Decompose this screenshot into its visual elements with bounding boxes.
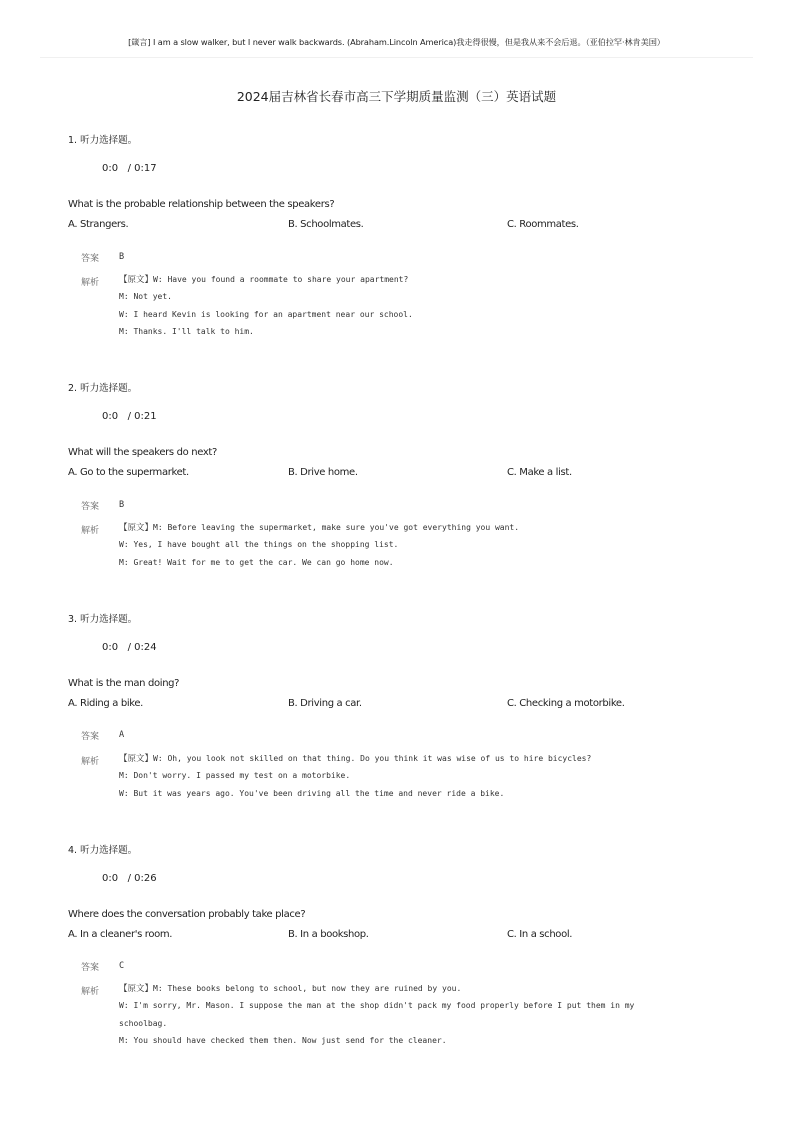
- option-b: B. Drive home.: [288, 467, 358, 478]
- question-number: 4. 听力选择题。: [68, 845, 138, 856]
- script-line: W: Have you found a roommate to share your apartment?: [153, 275, 409, 284]
- question-number: 3. 听力选择题。: [68, 614, 138, 625]
- analysis-label: 解析: [81, 757, 100, 767]
- option-a: A. Go to the supermarket.: [68, 467, 189, 478]
- script-line: M: Thanks. I'll talk to him.: [119, 326, 254, 336]
- original-tag: 【原文】: [119, 523, 154, 533]
- option-c: C. Roommates.: [507, 219, 579, 230]
- script-line: M: Don't worry. I passed my test on a motorbike.: [119, 771, 351, 781]
- script-line: schoolbag.: [119, 1018, 168, 1028]
- original-tag: 【原文】: [119, 754, 154, 764]
- analysis-label: 解析: [81, 526, 100, 536]
- option-c: C. Checking a motorbike.: [507, 698, 625, 709]
- question-stem: What will the speakers do next?: [68, 447, 217, 458]
- script-line: M: Great! Wait for me to get the car. We can go home now.: [119, 557, 394, 567]
- answer-label: 答案: [81, 502, 100, 512]
- option-b: B. In a bookshop.: [288, 929, 369, 940]
- answer-value: C: [119, 961, 125, 971]
- answer-label: 答案: [81, 254, 100, 264]
- option-b: B. Schoolmates.: [288, 219, 364, 230]
- analysis-text: [119, 980, 679, 1049]
- original-tag: 【原文】: [119, 275, 154, 285]
- option-a: A. Strangers.: [68, 219, 129, 230]
- analysis-label: 解析: [81, 987, 100, 997]
- script-line: W: Oh, you look not skilled on that thing. Do you think it was wise of us to hire bicycles?: [153, 754, 592, 763]
- script-line: M: Before leaving the supermarket, make sure you've got everything you want.: [153, 523, 520, 532]
- script-line: W: I heard Kevin is looking for an apartment near our school.: [119, 309, 413, 319]
- analysis-label: 解析: [81, 278, 100, 288]
- header-motto: [箴言] I am a slow walker, but I never walk backwards. (Abraham.Lincoln America)我走得很慢，但是我从来不会后退。（亚伯拉罕·林肯美国）: [128, 37, 665, 47]
- audio-player-time[interactable]: 0:0 / 0:24: [102, 642, 157, 653]
- answer-label: 答案: [81, 963, 100, 973]
- script-line: W: I'm sorry, Mr. Mason. I suppose the man at the shop didn't pack my food properly before I put them in my: [119, 1001, 635, 1011]
- question-stem: Where does the conversation probably take place?: [68, 909, 306, 920]
- script-line: M: These books belong to school, but now they are ruined by you.: [153, 984, 462, 993]
- script-line: M: Not yet.: [119, 292, 172, 302]
- audio-player-time[interactable]: 0:0 / 0:21: [102, 411, 157, 422]
- page-title: 2024届吉林省长春市高三下学期质量监测（三）英语试题: [236, 89, 557, 104]
- analysis-text: [119, 519, 679, 571]
- script-line: M: You should have checked them then. Now just send for the cleaner.: [119, 1035, 447, 1045]
- header-divider: [40, 57, 753, 58]
- question-number: 1. 听力选择题。: [68, 135, 138, 146]
- answer-value: B: [119, 252, 125, 262]
- question-number: 2. 听力选择题。: [68, 383, 138, 394]
- answer-label: 答案: [81, 732, 100, 742]
- answer-value: A: [119, 730, 125, 740]
- audio-player-time[interactable]: 0:0 / 0:17: [102, 163, 157, 174]
- audio-player-time[interactable]: 0:0 / 0:26: [102, 873, 157, 884]
- script-line: W: But it was years ago. You've been driving all the time and never ride a bike.: [119, 788, 505, 798]
- script-line: W: Yes, I have bought all the things on the shopping list.: [119, 540, 399, 550]
- question-stem: What is the man doing?: [68, 678, 180, 689]
- option-c: C. Make a list.: [507, 467, 572, 478]
- option-a: A. Riding a bike.: [68, 698, 143, 709]
- option-b: B. Driving a car.: [288, 698, 362, 709]
- analysis-text: [119, 271, 679, 340]
- option-a: A. In a cleaner's room.: [68, 929, 173, 940]
- answer-value: B: [119, 500, 125, 510]
- option-c: C. In a school.: [507, 929, 573, 940]
- question-stem: What is the probable relationship between the speakers?: [68, 199, 335, 210]
- analysis-text: [119, 750, 679, 802]
- original-tag: 【原文】: [119, 984, 154, 994]
